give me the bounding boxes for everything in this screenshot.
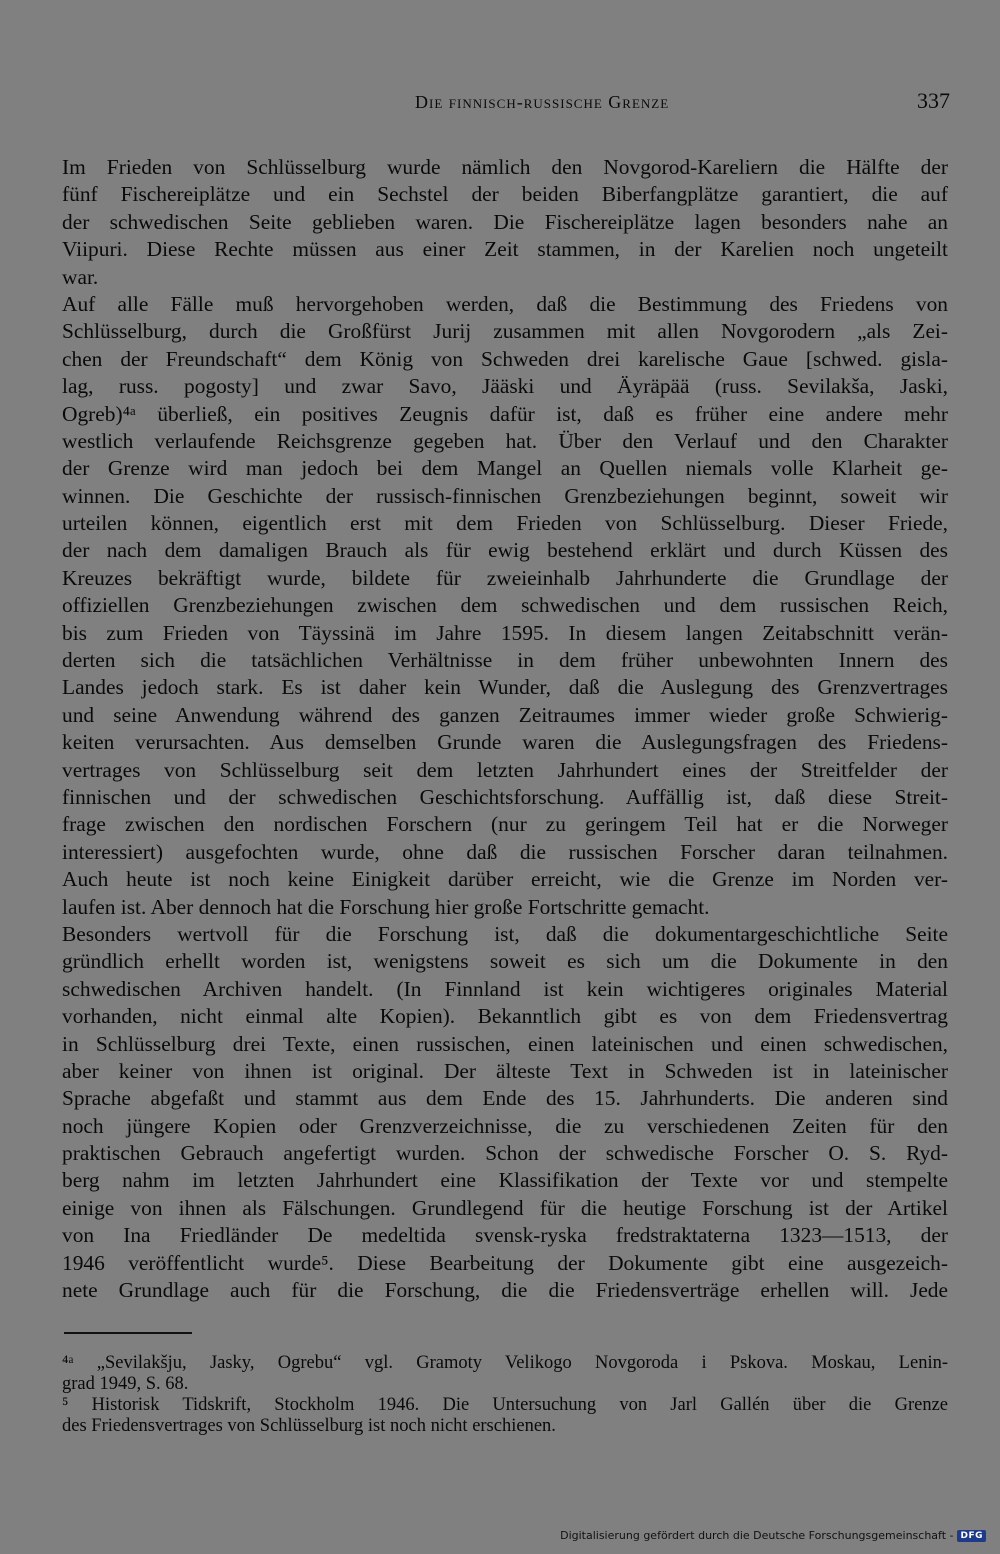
- text-line: Auf alle Fälle muß hervorgehoben werden, daß die Bestimmung des Friedens von: [62, 291, 948, 316]
- text-line: 1946 veröffentlicht wurde⁵. Diese Bearbeitung der Dokumente gibt eine ausgezeich-: [62, 1250, 948, 1275]
- text-line: Auch heute ist noch keine Einigkeit darüber erreicht, wie die Grenze im Norden ver-: [62, 867, 948, 892]
- page-header: [60, 88, 950, 122]
- running-title: Die finnisch-russische Grenze: [415, 92, 670, 112]
- text-line: von Ina Friedländer De medeltida svensk-ryska fredstraktaterna 1323—1513, der: [62, 1223, 948, 1248]
- text-line: offiziellen Grenzbeziehungen zwischen dem schwedischen und dem russischen Reich,: [62, 593, 948, 618]
- text-line: derten sich die tatsächlichen Verhältnisse in dem früher unbewohnten Innern des: [62, 648, 948, 673]
- text-line: praktischen Gebrauch angefertigt wurden. Schon der schwedische Forscher O. S. Ryd-: [62, 1141, 948, 1166]
- text-line: einige von ihnen als Fälschungen. Grundlegend für die heutige Forschung ist der Artikel: [62, 1195, 948, 1220]
- page-number: 337: [917, 88, 950, 113]
- text-line: chen der Freundschaft“ dem König von Schweden drei karelische Gaue [schwed. gisla-: [62, 346, 948, 371]
- footnotes: [62, 1353, 948, 1437]
- text-line: der nach dem damaligen Brauch als für ewig bestehend erklärt und durch Küssen des: [62, 538, 948, 563]
- text-line: nete Grundlage auch für die Forschung, die die Friedensverträge erhellen will. Jede: [62, 1278, 948, 1303]
- text-line: lag, russ. pogosty] und zwar Savo, Jääski und Äyräpää (russ. Sevilakša, Jaski,: [62, 374, 948, 399]
- text-line: frage zwischen den nordischen Forschern (nur zu geringem Teil hat er die Norweger: [62, 812, 948, 837]
- text-line: interessiert) ausgefochten wurde, ohne daß die russischen Forscher daran teilnahmen.: [62, 839, 948, 864]
- text-line: Sprache abgefaßt und stammt aus dem Ende des 15. Jahrhunderts. Die anderen sind: [62, 1086, 948, 1111]
- dfg-logo: DFG: [957, 1530, 986, 1542]
- text-line: Im Frieden von Schlüsselburg wurde nämlich den Novgorod-Kareliern die Hälfte der: [62, 155, 948, 179]
- text-line: der schwedischen Seite geblieben waren. Die Fischereiplätze lagen besonders nahe an: [62, 209, 948, 234]
- text-line: schwedischen Archiven handelt. (In Finnland ist kein wichtigeres originales Material: [62, 976, 948, 1001]
- text-line: vertrages von Schlüsselburg seit dem letzten Jahrhundert eines der Streitfelder der: [62, 757, 948, 782]
- text-line: gründlich erhellt worden ist, wenigstens soweit es sich um die Dokumente in den: [62, 949, 948, 974]
- text-line: westlich verlaufende Reichsgrenze gegeben hat. Über den Verlauf und den Charakter: [62, 428, 948, 453]
- text-line: Schlüsselburg, durch die Großfürst Jurij zusammen mit allen Novgorodern „als Zei-: [62, 319, 948, 344]
- text-line: der Grenze wird man jedoch bei dem Mangel an Quellen niemals volle Klarheit ge-: [62, 456, 948, 481]
- digitization-credit: [560, 1529, 986, 1542]
- text-line: noch jüngere Kopien oder Grenzverzeichnisse, die zu verschiedenen Zeiten für den: [62, 1113, 948, 1138]
- text-line: Ogreb)⁴ᵃ überließ, ein positives Zeugnis dafür ist, daß es früher eine andere mehr: [62, 401, 948, 426]
- text-line: berg nahm im letzten Jahrhundert eine Klassifikation der Texte vor und stempelte: [62, 1168, 948, 1193]
- text-line: fünf Fischereiplätze und ein Sechstel der beiden Biberfangplätze garantiert, die auf: [62, 182, 948, 207]
- text-line: und seine Anwendung während des ganzen Zeitraumes immer wieder große Schwierig-: [62, 702, 948, 727]
- text-line: urteilen können, eigentlich erst mit dem Frieden von Schlüsselburg. Dieser Friede,: [62, 511, 948, 536]
- text-line: winnen. Die Geschichte der russisch-finnischen Grenzbeziehungen beginnt, soweit wir: [62, 483, 948, 508]
- text-line: laufen ist. Aber dennoch hat die Forschung hier große Fortschritte gemacht.: [62, 894, 710, 919]
- footnote-rule: [64, 1332, 192, 1334]
- footnote-line: grad 1949, S. 68.: [62, 1374, 189, 1394]
- text-line: bis zum Frieden von Täyssinä im Jahre 1595. In diesem langen Zeitabschnitt verän-: [62, 620, 948, 645]
- text-line: finnischen und der schwedischen Geschichtsforschung. Auffällig ist, daß diese Streit-: [62, 784, 948, 809]
- footnote-line: ⁵ Historisk Tidskrift, Stockholm 1946. Die Untersuchung von Jarl Gallén über die Grenze: [62, 1395, 948, 1415]
- text-line: war.: [62, 264, 99, 289]
- text-line: Kreuzes bekräftigt wurde, bildete für zweieinhalb Jahrhunderte die Grundlage der: [62, 565, 948, 590]
- text-line: Viipuri. Diese Rechte müssen aus einer Zeit stammen, in der Karelien noch ungeteilt: [62, 237, 948, 262]
- text-line: keiten verursachten. Aus demselben Grunde waren die Auslegungsfragen des Friedens-: [62, 730, 948, 755]
- body-text: [62, 154, 948, 1304]
- footnote-line: des Friedensvertrages von Schlüsselburg ist noch nicht erschienen.: [62, 1416, 556, 1436]
- text-line: Besonders wertvoll für die Forschung ist, daß die dokumentargeschichtliche Seite: [62, 921, 948, 946]
- footnote-line: ⁴ᵃ „Sevilakšju, Jasky, Ogrebu“ vgl. Gramoty Velikogo Novgoroda i Pskova. Moskau, Lenin-: [62, 1353, 948, 1373]
- text-line: aber keiner von ihnen ist original. Der älteste Text in Schweden ist in lateinischer: [62, 1058, 948, 1083]
- credit-text: Digitalisierung gefördert durch die Deutsche Forschungsgemeinschaft -: [560, 1529, 954, 1542]
- text-line: vorhanden, nicht einmal alte Kopien). Bekanntlich gibt es von dem Friedensvertrag: [62, 1004, 948, 1029]
- text-line: in Schlüsselburg drei Texte, einen russischen, einen lateinischen und einen schwedischen,: [62, 1031, 948, 1056]
- text-line: Landes jedoch stark. Es ist daher kein Wunder, daß die Auslegung des Grenzvertrages: [62, 675, 948, 700]
